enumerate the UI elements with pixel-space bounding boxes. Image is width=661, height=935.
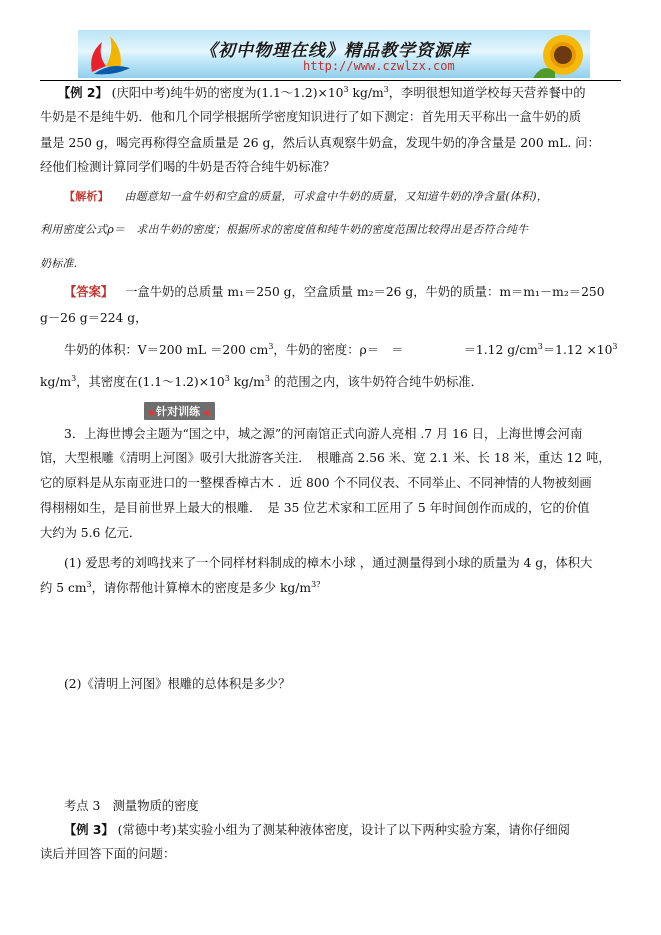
analysis-line3: 奶标准. — [40, 257, 78, 270]
example2-line1: 【例 2】 (庆阳中考)纯牛奶的密度为$(1.1\sim 1.2)\times 10^3$ $kg/m^3$，李明很想知道学校每天营养餐中的 — [58, 84, 586, 100]
q3-part1-line2: 约 5 $cm^3$，请你帮他计算樟木的密度是多少 $kg/m^{3?}$ — [40, 579, 321, 595]
analysis-line1: 【解析】 由题意知一盒牛奶和空盒的质量，可求盒中牛奶的质量，又知道牛奶的净含量(体积)， — [64, 190, 548, 203]
example3-label: 【例 3】 — [64, 823, 114, 837]
answer-line1: 【答案】 一盒牛奶的总质量 m₁＝250 g，空盒质量 m₂＝26 g，牛奶的质量：m＝m₁－m₂＝250 — [64, 285, 605, 299]
analysis-line2: 利用密度公式ρ＝ 求出牛奶的密度；根据所求的密度值和纯牛奶的密度范围比较得出是否符合纯牛 — [40, 223, 529, 236]
sunflower-icon — [533, 32, 590, 78]
header-rule — [40, 80, 621, 81]
example2-line4: 经他们检测计算同学们喝的牛奶是否符合纯牛奶标准？ — [40, 160, 336, 174]
q3-line3: 它的原料是从东南亚进口的一整棵香樟古木 ．近 800 个不同仪表、不同举止、不同神情的人物被刻画 — [40, 476, 592, 490]
drill-tag: ▶ 针对训练 ◀ — [144, 402, 215, 420]
q3-line5: 大约为 5.6 亿元． — [40, 526, 142, 540]
answer-line3: 牛奶的体积：V＝200 mL ＝200 $cm^3$，牛奶的密度：ρ＝ ＝ ＝1.12 $g/cm^3=1.12 \times 10^3$ — [64, 341, 618, 357]
answer-label: 【答案】 — [64, 285, 114, 299]
example2-label: 【例 2】 — [58, 86, 108, 100]
example2-source: (庆阳中考) — [111, 86, 171, 100]
q3-line4: 得栩栩如生，是目前世界上最大的根雕． 是 35 位艺术家和工匠用了 5 年时间创作而成的，它的价值 — [40, 501, 590, 515]
header-banner — [78, 30, 590, 78]
example3-source: (常德中考) — [117, 823, 177, 837]
site-url[interactable]: http://www.czwlzx.com — [303, 59, 455, 73]
q3-part2: (2)《清明上河图》根雕的总体积是多少？ — [64, 677, 291, 691]
q3-part1-line1: (1) 爱思考的刘鸣找来了一个同样材料制成的樟木小球 ，通过测量得到小球的质量为 4 g，体积大 — [64, 556, 593, 570]
example2-line3: 量是 250 g，喝完再称得空盒质量是 26 g，然后认真观察牛奶盒，发现牛奶的净含量是 200 mL. 问： — [40, 136, 600, 150]
example3-line2: 读后并回答下面的问题： — [40, 847, 176, 861]
q3-line2: 馆，大型根雕《清明上河图》吸引大批游客关注． 根雕高 2.56 米、宽 2.1 米、长 18 米，重达 12 吨， — [40, 451, 611, 465]
answer-line4: $kg/m^3$，其密度在$(1.1\sim 1.2)\times 10^3$ $kg/m^3$ 的范围之内，该牛奶符合纯牛奶标准． — [40, 373, 483, 389]
site-title: 《初中物理在线》精品教学资源库 — [200, 41, 470, 61]
example3-line1: 【例 3】 (常德中考)某实验小组为了测某种液体密度，设计了以下两种实验方案，请你仔细阅 — [64, 823, 570, 837]
answer-line2: g－26 g＝224 g， — [40, 311, 148, 325]
site-logo-icon — [84, 32, 136, 76]
example2-line2: 牛奶是不是纯牛奶．他和几个同学根据所学密度知识进行了如下测定：首先用天平称出一盒牛奶的质 — [40, 110, 582, 124]
analysis-label: 【解析】 — [64, 190, 109, 203]
kaodian-title: 考点 3 测量物质的密度 — [64, 799, 199, 813]
q3-line1: 3．上海世博会主题为“国之中，城之源”的河南馆正式向游人亮相 .7 月 16 日，上海世博会河南 — [64, 427, 583, 441]
